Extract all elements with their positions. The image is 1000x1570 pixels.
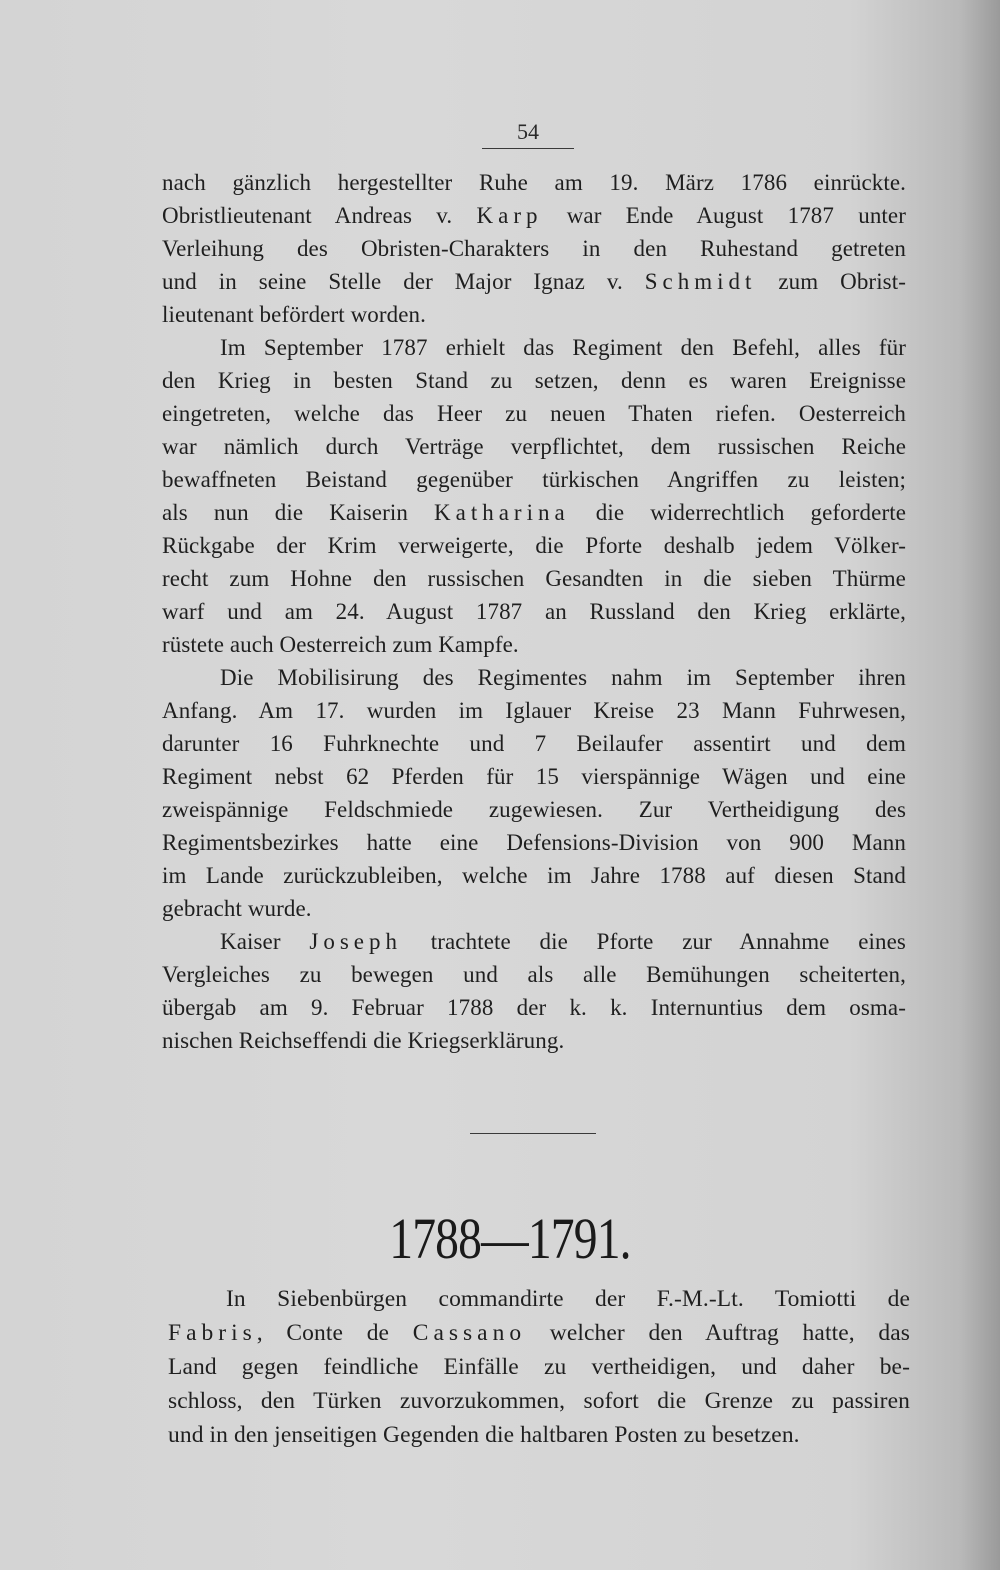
text-run: im Lande zurückzubleiben, welche im Jahre 1788 auf diesen Stand xyxy=(162,863,906,888)
text-line xyxy=(162,364,906,397)
text-run: trachtete die Pforte zur Annahme eines xyxy=(402,929,906,954)
text-line xyxy=(168,1384,910,1418)
text-run: Obristlieutenant Andreas v. xyxy=(162,203,477,228)
text-run: darunter 16 Fuhrknechte und 7 Beilaufer assentirt und dem xyxy=(162,731,906,756)
text-line xyxy=(162,925,906,958)
text-run: bewaffneten Beistand gegenüber türkischen Angriffen zu leisten; xyxy=(162,467,906,492)
text-line xyxy=(162,496,906,529)
text-run: als nun die Kaiserin xyxy=(162,500,435,525)
text-run: den Krieg in besten Stand zu setzen, denn es waren Ereignisse xyxy=(162,368,906,393)
text-line xyxy=(162,760,906,793)
text-line xyxy=(162,826,906,859)
text-line xyxy=(162,991,906,1024)
text-run: war Ende August 1787 unter xyxy=(542,203,906,228)
text-run: , Conte de xyxy=(256,1320,413,1346)
text-line xyxy=(162,661,906,694)
text-line xyxy=(162,529,906,562)
text-run: Land gegen feindliche Einfälle zu vertheidigen, und daher be- xyxy=(168,1354,910,1380)
text-line xyxy=(168,1316,910,1350)
text-line xyxy=(162,892,906,925)
text-run: Verleihung des Obristen-Charakters in den Ruhestand getreten xyxy=(162,236,906,261)
text-run: welcher den Auftrag hatte, das xyxy=(526,1320,910,1346)
spaced-name: Schmidt xyxy=(644,269,757,294)
text-line xyxy=(162,463,906,496)
text-line xyxy=(162,859,906,892)
text-line xyxy=(162,562,906,595)
text-run: zum Obrist- xyxy=(756,269,906,294)
text-line xyxy=(162,595,906,628)
text-run: die widerrechtlich geforderte xyxy=(569,500,906,525)
text-run: Vergleiches zu bewegen und als alle Bemühungen scheiterten, xyxy=(162,962,906,987)
text-run: übergab am 9. Februar 1788 der k. k. Internuntius dem osma- xyxy=(162,995,906,1020)
text-line xyxy=(162,628,906,661)
text-run: lieutenant befördert worden. xyxy=(162,302,426,327)
text-line xyxy=(162,958,906,991)
text-run: rüstete auch Oesterreich zum Kampfe. xyxy=(162,632,519,657)
text-line xyxy=(168,1418,910,1452)
text-run: schloss, den Türken zuvorzukommen, sofort die Grenze zu passiren xyxy=(168,1388,910,1414)
text-line xyxy=(162,331,906,364)
section-divider xyxy=(470,1133,596,1134)
text-run: und in den jenseitigen Gegenden die haltbaren Posten zu besetzen. xyxy=(168,1422,800,1448)
text-line xyxy=(162,1024,906,1057)
text-run: und in seine Stelle der Major Ignaz v. xyxy=(162,269,645,294)
page-number: 54 xyxy=(482,118,574,149)
text-block-lower xyxy=(168,1282,910,1452)
text-line xyxy=(168,1350,910,1384)
text-run: Im September 1787 erhielt das Regiment den Befehl, alles für xyxy=(220,335,906,360)
text-block-upper xyxy=(162,166,906,1057)
text-run: recht zum Hohne den russischen Gesandten in die sieben Thürme xyxy=(162,566,906,591)
text-run: war nämlich durch Verträge verpflichtet, dem russischen Reiche xyxy=(162,434,906,459)
text-run: Die Mobilisirung des Regimentes nahm im September ihren xyxy=(220,665,906,690)
spaced-name: Katharina xyxy=(434,500,570,525)
text-run: Anfang. Am 17. wurden im Iglauer Kreise 23 Mann Fuhrwesen, xyxy=(162,698,906,723)
text-line xyxy=(162,298,906,331)
text-run: eingetreten, welche das Heer zu neuen Thaten riefen. Oesterreich xyxy=(162,401,906,426)
text-line xyxy=(162,793,906,826)
text-line xyxy=(162,694,906,727)
section-heading: 1788—1791. xyxy=(389,1206,631,1271)
text-line xyxy=(162,166,906,199)
text-run: gebracht wurde. xyxy=(162,896,312,921)
text-line xyxy=(162,265,906,298)
text-line xyxy=(162,397,906,430)
text-run: zweispännige Feldschmiede zugewiesen. Zur Vertheidigung des xyxy=(162,797,906,822)
text-run: Regiment nebst 62 Pferden für 15 vierspännige Wägen und eine xyxy=(162,764,906,789)
text-line xyxy=(162,727,906,760)
text-run: warf und am 24. August 1787 an Russland den Krieg erklärte, xyxy=(162,599,906,624)
text-run: Regimentsbezirkes hatte eine Defensions-Division von 900 Mann xyxy=(162,830,906,855)
text-line xyxy=(162,430,906,463)
spaced-name: Karp xyxy=(476,203,543,228)
text-line xyxy=(168,1282,910,1316)
text-run: Kaiser xyxy=(220,929,310,954)
spaced-name: Cassano xyxy=(412,1320,527,1346)
text-run: In Siebenbürgen commandirte der F.-M.-Lt. Tomiotti de xyxy=(226,1286,910,1312)
text-line xyxy=(162,199,906,232)
text-line xyxy=(162,232,906,265)
spaced-name: Joseph xyxy=(309,929,402,954)
spaced-name: Fabris xyxy=(168,1320,257,1346)
text-run: Rückgabe der Krim verweigerte, die Pforte deshalb jedem Völker- xyxy=(162,533,906,558)
text-run: nach gänzlich hergestellter Ruhe am 19. März 1786 einrückte. xyxy=(162,170,906,195)
text-run: nischen Reichseffendi die Kriegserklärung. xyxy=(162,1028,565,1053)
